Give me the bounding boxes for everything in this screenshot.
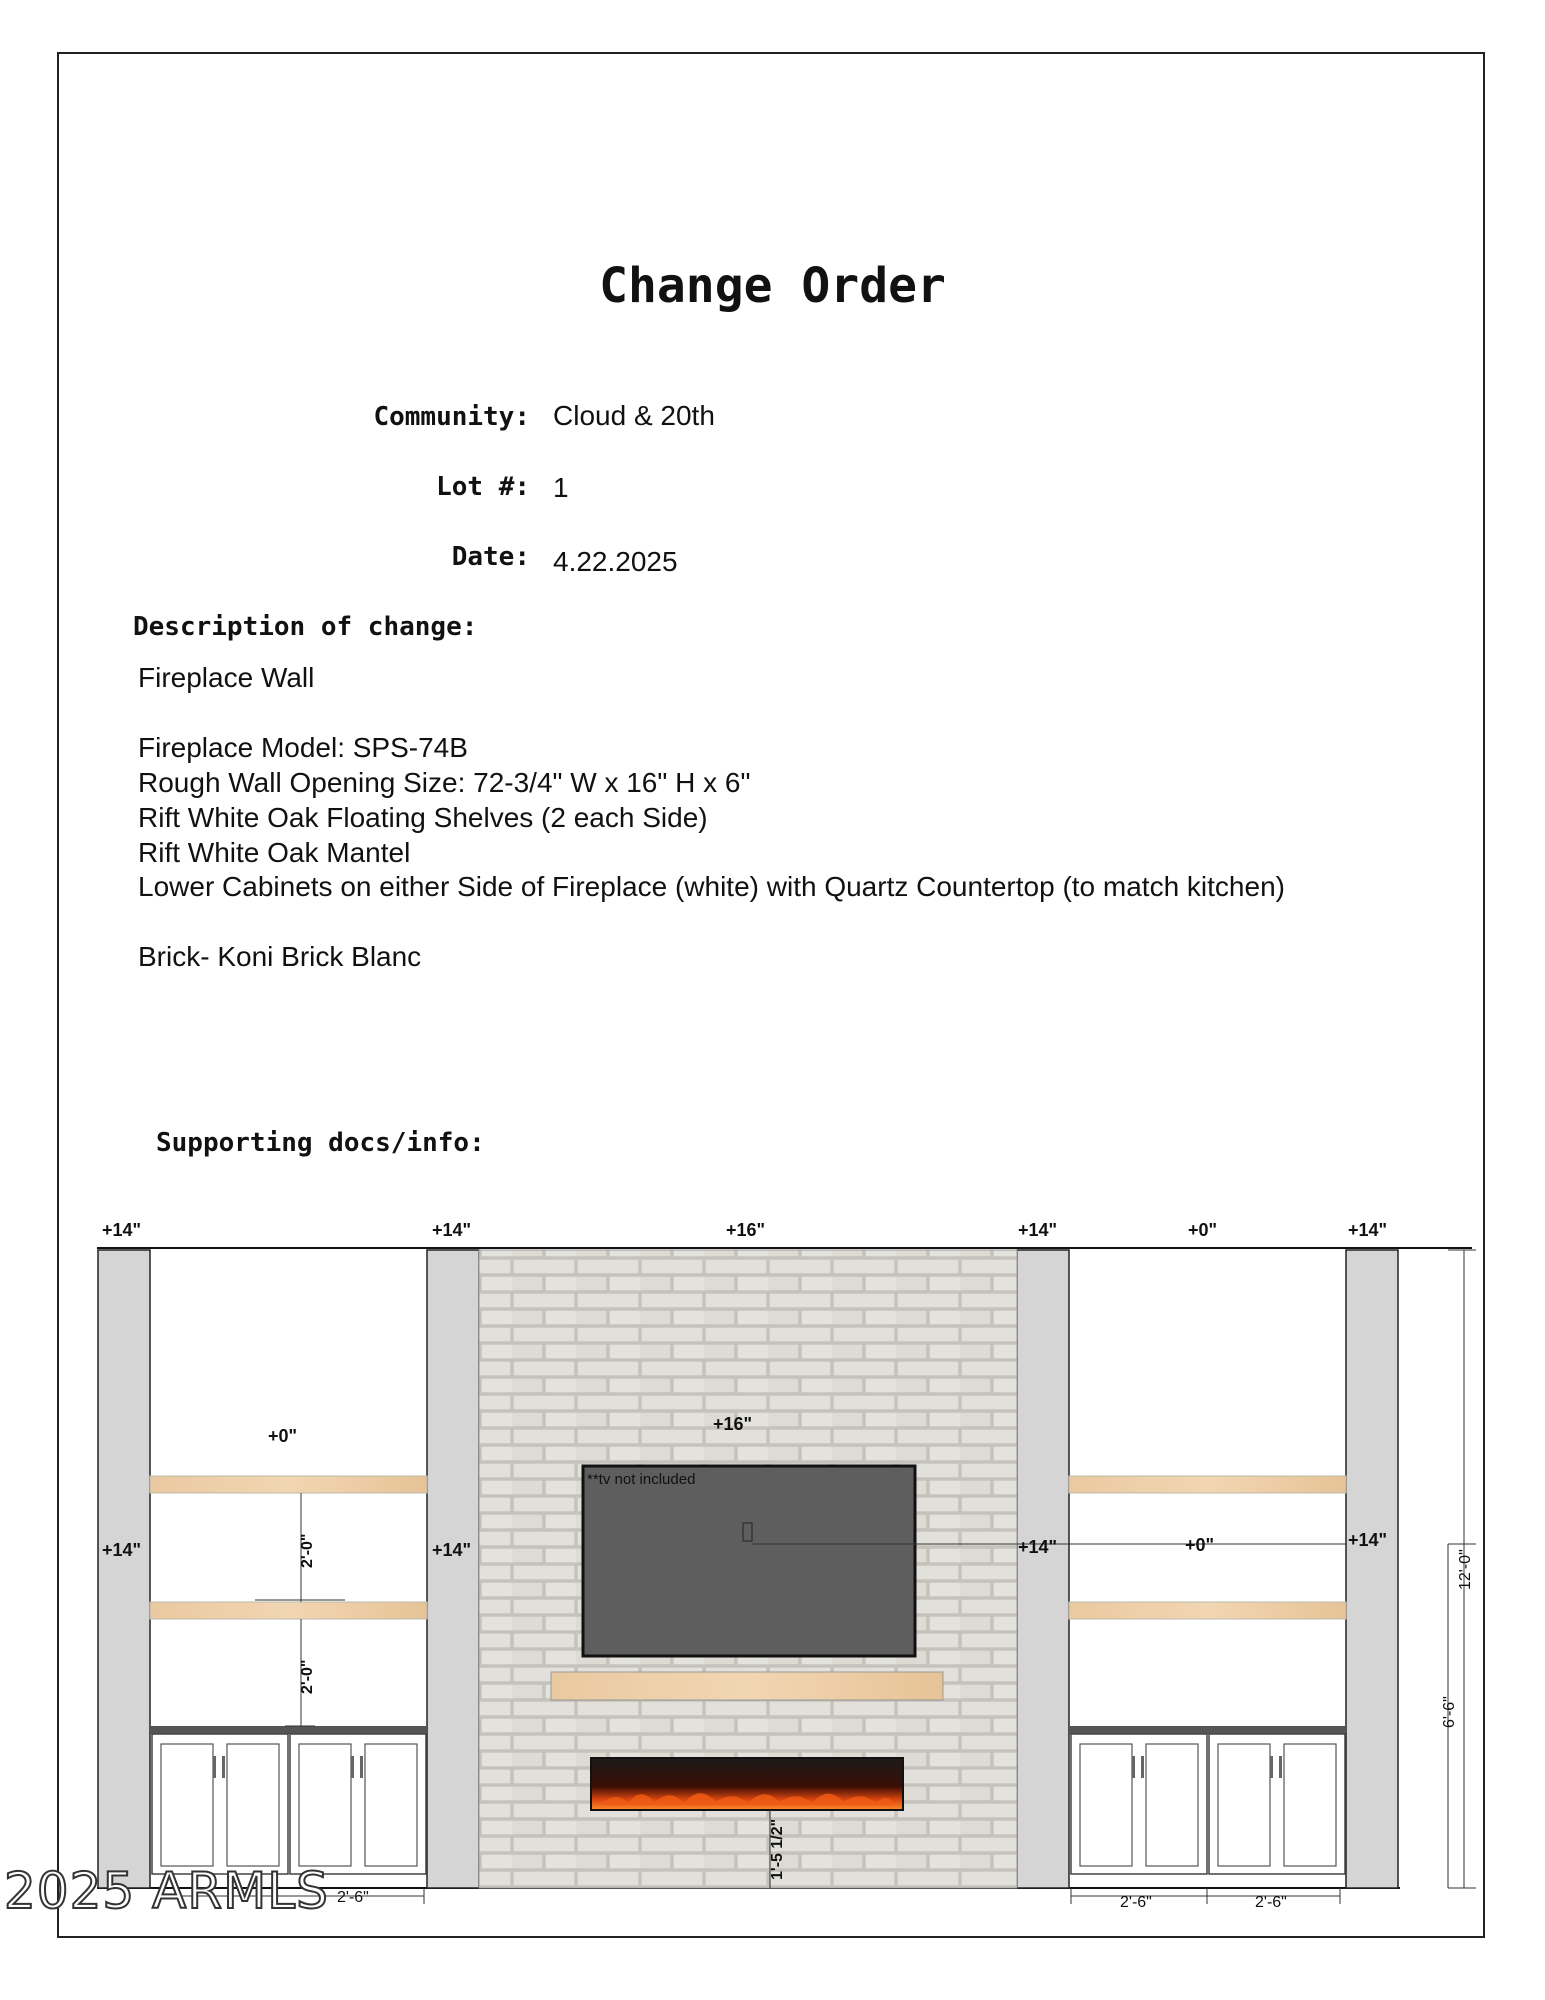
shelf-spacing-lower: 2'-0" xyxy=(299,1659,316,1694)
shelf-spacing-upper: 2'-0" xyxy=(299,1533,316,1568)
right-shelf-dim: +0" xyxy=(1185,1535,1215,1555)
cabinet-width-right-a: 2'-6" xyxy=(1120,1894,1152,1911)
right-countertop xyxy=(1069,1726,1346,1734)
cabinet-width-right-b: 2'-6" xyxy=(1255,1894,1287,1911)
description-line-mantel: Rift White Oak Mantel xyxy=(138,837,411,868)
fireplace-elevation-drawing xyxy=(0,1200,1545,1911)
cabinet-width-left: 2'-6" xyxy=(337,1889,369,1906)
total-height: 12'-0" xyxy=(1457,1549,1474,1590)
lot-label: Lot #: xyxy=(436,472,530,502)
left-shelf-dim: +0" xyxy=(268,1426,298,1446)
community-value: Cloud & 20th xyxy=(553,400,715,431)
top-dim-4: +14" xyxy=(1018,1220,1058,1240)
right-cabinet-b xyxy=(1209,1734,1345,1874)
document-title: Change Order xyxy=(599,258,946,314)
description-line-heading: Fireplace Wall xyxy=(138,662,315,693)
description-line-cabinets: Lower Cabinets on either Side of Fireplace (white) with Quartz Countertop (to match kitchen) xyxy=(138,871,1285,902)
description-line-opening: Rough Wall Opening Size: 72-3/4" W x 16" H x 6" xyxy=(138,767,751,798)
supporting-docs-label: Supporting docs/info: xyxy=(156,1128,485,1158)
fireplace-height: 1'-5 1/2" xyxy=(769,1818,786,1880)
left-countertop xyxy=(150,1726,427,1734)
column-left-inner xyxy=(427,1250,479,1888)
top-dim-2: +14" xyxy=(432,1220,472,1240)
tv-note: **tv not included xyxy=(587,1471,696,1488)
column-right-outer xyxy=(1346,1250,1398,1888)
top-dim-6: +14" xyxy=(1348,1220,1388,1240)
right-shelf-lower xyxy=(1069,1602,1346,1619)
description-line-brick: Brick- Koni Brick Blanc xyxy=(138,941,422,972)
top-dim-3: +16" xyxy=(726,1220,766,1240)
watermark: 2025 ARMLS xyxy=(4,1862,329,1920)
date-value: 4.22.2025 xyxy=(553,546,678,577)
top-dim-5: +0" xyxy=(1188,1220,1218,1240)
column-right-inner xyxy=(1017,1250,1069,1888)
column-left-outer xyxy=(98,1250,150,1888)
left-shelf-lower xyxy=(150,1602,427,1619)
right-shelf-upper xyxy=(1069,1476,1346,1493)
cabinet-height: 6'-6" xyxy=(1441,1696,1458,1728)
column-dim-2: +14" xyxy=(432,1540,472,1560)
tv-screen xyxy=(583,1466,915,1656)
left-cabinet-b xyxy=(290,1734,426,1874)
mantel xyxy=(551,1672,943,1700)
center-dim: +16" xyxy=(713,1414,753,1434)
column-dim-3: +14" xyxy=(1018,1537,1058,1557)
column-dim-1: +14" xyxy=(102,1540,142,1560)
left-shelf-upper xyxy=(150,1476,427,1493)
top-dim-1: +14" xyxy=(102,1220,142,1240)
community-label: Community: xyxy=(373,402,530,432)
description-label: Description of change: xyxy=(133,612,478,642)
date-label: Date: xyxy=(451,542,530,572)
description-line-shelves: Rift White Oak Floating Shelves (2 each Side) xyxy=(138,802,708,833)
left-cabinet-a xyxy=(152,1734,288,1874)
lot-value: 1 xyxy=(553,472,569,503)
column-dim-4: +14" xyxy=(1348,1530,1388,1550)
right-cabinet-a xyxy=(1071,1734,1207,1874)
description-line-model: Fireplace Model: SPS-74B xyxy=(138,732,468,763)
